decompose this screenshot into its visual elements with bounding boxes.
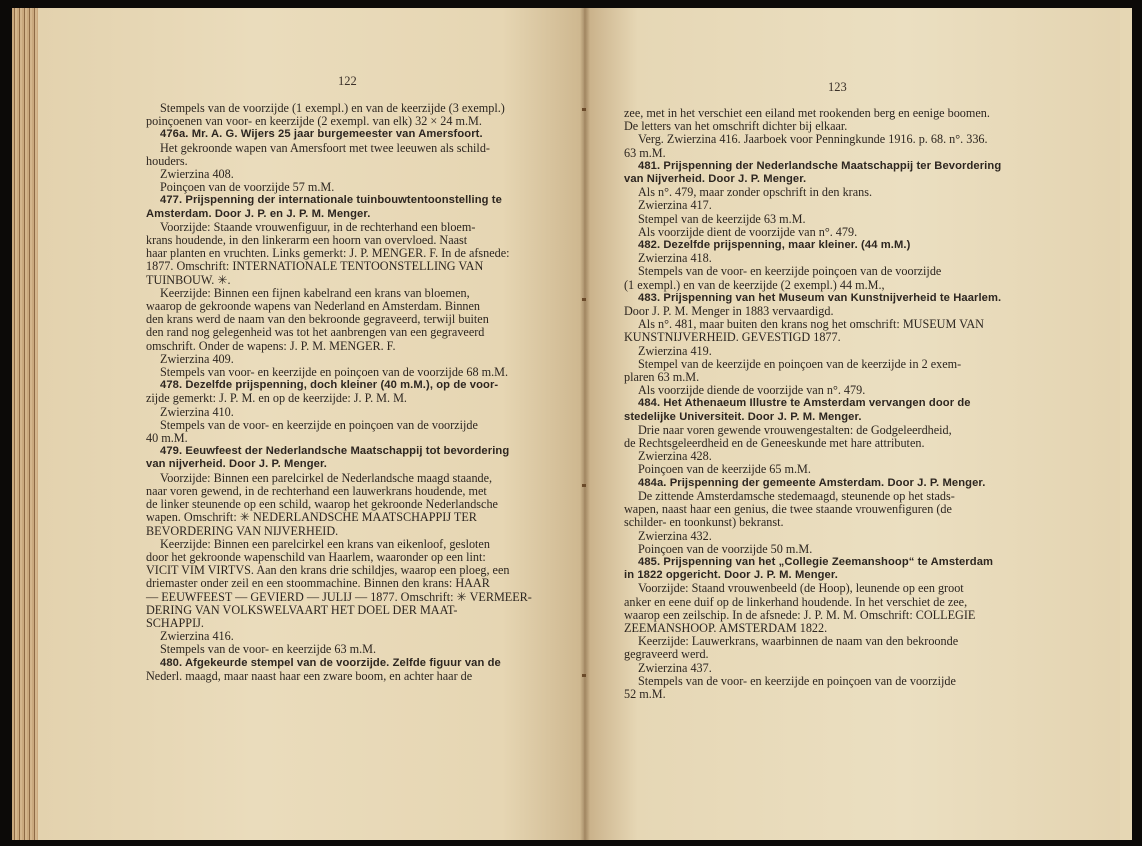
text-line: de Rechtsgeleerdheid en de Geneeskunde met hare attributen.	[624, 436, 925, 451]
text-line: VICIT VIM VIRTVS. Aan den krans drie schildjes, waarop een ploeg, een	[146, 563, 510, 578]
text-line: 40 m.M.	[146, 431, 188, 446]
text-line: Zwierzina 410.	[160, 404, 234, 419]
entry-heading: 480. Afgekeurde stempel van de voorzijde. Zelfde figuur van de	[160, 656, 501, 669]
text-line: Stempel van de keerzijde en poinçoen van de keerzijde in 2 exem-	[638, 356, 962, 371]
text-line: 52 m.M.	[624, 686, 666, 701]
text-line: door het gekroonde wapenschild van Haarlem, waaronder op een lint:	[146, 549, 486, 564]
entry-heading: van nijverheid. Door J. P. Menger.	[146, 458, 328, 471]
text-line: Zwierzina 409.	[160, 351, 234, 366]
text-line: schilder- en toonkunst) bekranst.	[624, 515, 784, 530]
binding-stitch	[582, 674, 586, 677]
left-page-text	[146, 102, 546, 683]
entry-heading: 485. Prijspenning van het „Collegie Zeemanshoop“ te Amsterdam	[638, 555, 994, 568]
text-line: Als n°. 481, maar buiten den krans nog het omschrift: MUSEUM VAN	[638, 317, 984, 332]
text-line: zee, met in het verschiet een eiland met rookenden berg en eenige boomen.	[624, 106, 990, 120]
text-line: Voorzijde: Staande vrouwenfiguur, in de rechterhand een bloem-	[160, 219, 476, 234]
text-line: BEVORDERING VAN NIJVERHEID.	[146, 523, 339, 538]
binding-stitch	[582, 298, 586, 301]
text-line: Zwierzina 408.	[160, 167, 234, 182]
text-line: driemaster onder zeil en een stoommachine. Binnen den krans: HAAR	[146, 576, 490, 591]
text-line: plaren 63 m.M.	[624, 370, 700, 385]
page-number: 123	[828, 80, 847, 94]
text-line: Stempels van de voor- en keerzijde 63 m.M.	[160, 642, 377, 657]
text-line: Zwierzina 419.	[638, 343, 712, 358]
text-line: De letters van het omschrift dichter bij elkaar.	[624, 119, 848, 134]
entry-heading: 482. Dezelfde prijspenning, maar kleiner. (44 m.M.)	[638, 239, 911, 252]
left-page	[38, 8, 584, 840]
text-line: Zwierzina 437.	[638, 660, 712, 675]
text-line: — EEUWFEEST — GEVIERD — JULIJ — 1877. Omschrift: ✳ VERMEER-	[146, 589, 532, 604]
text-line: (1 exempl.) en van de keerzijde (2 exempl.) 44 m.M.,	[624, 277, 885, 292]
text-line: Stempels van de voor- en keerzijde en poinçoen van de voorzijde	[160, 417, 478, 432]
binding-stitch	[582, 484, 586, 487]
text-line: Stempels van de voor- en keerzijde en poinçoen van de voorzijde	[638, 673, 956, 688]
text-line: Zwierzina 416.	[160, 629, 234, 644]
text-line: Verg. Zwierzina 416. Jaarboek voor Penningkunde 1916. p. 68. n°. 336.	[638, 132, 988, 147]
entry-heading: 484a. Prijspenning der gemeente Amsterdam. Door J. P. Menger.	[638, 476, 986, 489]
text-line: Keerzijde: Lauwerkrans, waarbinnen de naam van den bekroonde	[638, 634, 959, 649]
right-page-text	[624, 107, 1018, 701]
text-line: TUINBOUW. ✳.	[146, 272, 231, 287]
text-line: Stempels van de voor- en keerzijde poinçoen van de voorzijde	[638, 264, 942, 279]
text-line: Zwierzina 432.	[638, 528, 712, 543]
text-line: Keerzijde: Binnen een parelcirkel een krans van eikenloof, gesloten	[160, 536, 490, 551]
entry-heading: 479. Eeuwfeest der Nederlandsche Maatschappij tot bevordering	[160, 445, 510, 458]
text-line: naar voren gewend, in de rechterhand een lauwerkrans houdende, met	[146, 483, 487, 498]
entry-heading: 481. Prijspenning der Nederlandsche Maatschappij ter Bevordering	[638, 159, 1002, 172]
text-line: Door J. P. M. Menger in 1883 vervaardigd.	[624, 304, 834, 319]
entry-heading: van Nijverheid. Door J. P. Menger.	[624, 173, 807, 186]
text-line: Drie naar voren gewende vrouwengestalten: de Godgeleerdheid,	[638, 422, 952, 437]
text-line: Als voorzijde diende de voorzijde van n°. 479.	[638, 383, 866, 398]
entry-heading: stedelijke Universiteit. Door J. P. M. Menger.	[624, 410, 862, 423]
text-line: 63 m.M.	[624, 145, 666, 160]
text-line: krans houdende, in den linkerarm een hoorn van overvloed. Naast	[146, 233, 468, 248]
text-line: ZEEMANSHOOP. AMSTERDAM 1822.	[624, 620, 828, 635]
text-line: Zwierzina 418.	[638, 251, 712, 266]
text-line: den krans werd de naam van den bekroonde gegraveerd, terwijl buiten	[146, 312, 489, 327]
text-line: SCHAPPIJ.	[146, 615, 204, 630]
text-line: Stempel van de keerzijde 63 m.M.	[638, 211, 806, 226]
text-line: waarop de gekroonde wapens van Nederland en Amsterdam. Binnen	[146, 299, 481, 314]
text-line: Poinçoen van de voorzijde 50 m.M.	[638, 541, 813, 556]
text-line: Zwierzina 417.	[638, 198, 712, 213]
text-line: zijde gemerkt: J. P. M. en op de keerzijde: J. P. M. M.	[146, 391, 407, 406]
text-line: de linker steunende op een schild, waarop het gekroonde Nederlandsche	[146, 497, 498, 512]
text-line: haar planten en vruchten. Links gemerkt: J. P. MENGER. F. In de afsnede:	[146, 246, 510, 261]
text-line: waarop een zeilschip. In de afsnede: J. P. M. M. Omschrift: COLLEGIE	[624, 607, 976, 622]
page-edges	[12, 8, 38, 840]
text-line: Voorzijde: Binnen een parelcirkel de Nederlandsche maagd staande,	[160, 470, 493, 485]
text-line: den rand nog gelegenheid was tot het aanbrengen van een gegraveerd	[146, 325, 485, 340]
entry-heading: Amsterdam. Door J. P. en J. P. M. Menger.	[146, 207, 371, 220]
text-line: Poinçoen van de voorzijde 57 m.M.	[160, 180, 335, 195]
text-line: 1877. Omschrift: INTERNATIONALE TENTOONSTELLING VAN	[146, 259, 484, 274]
text-line: Nederl. maagd, maar naast haar een zware boom, en achter haar de	[146, 668, 473, 683]
text-line: De zittende Amsterdamsche stedemaagd, steunende op het stads-	[638, 488, 955, 503]
book-gutter	[580, 8, 590, 840]
text-line: houders.	[146, 153, 188, 168]
text-line: anker en eene duif op de linkerhand houdende. In het verschiet de zee,	[624, 594, 968, 609]
text-line: DERING VAN VOLKSWELVAART HET DOEL DER MAAT-	[146, 602, 458, 617]
entry-heading: in 1822 opgericht. Door J. P. M. Menger.	[624, 569, 838, 582]
binding-stitch	[582, 108, 586, 111]
text-line: Keerzijde: Binnen een fijnen kabelrand een krans van bloemen,	[160, 285, 470, 300]
entry-heading: 476a. Mr. A. G. Wijers 25 jaar burgemeester van Amersfoort.	[160, 128, 483, 141]
text-line: wapen, naast haar een genius, die twee staande vrouwenfiguren (de	[624, 502, 952, 517]
text-line: wapen. Omschrift: ✳ NEDERLANDSCHE MAATSCHAPPIJ TER	[146, 510, 477, 525]
text-line: poinçoenen van voor- en keerzijde (2 exempl. van elk) 32 × 24 m.M.	[146, 114, 482, 129]
page-number: 122	[338, 74, 357, 88]
entry-heading: 484. Het Athenaeum Illustre te Amsterdam vervangen door de	[638, 397, 971, 410]
text-line: KUNSTNIJVERHEID. GEVESTIGD 1877.	[624, 330, 841, 345]
text-line: Zwierzina 428.	[638, 449, 712, 464]
entry-heading: 477. Prijspenning der internationale tuinbouwtentoonstelling te	[160, 194, 502, 207]
text-line: Voorzijde: Staand vrouwenbeeld (de Hoop), leunende op een groot	[638, 581, 964, 596]
text-line: Het gekroonde wapen van Amersfoort met twee leeuwen als schild-	[160, 140, 490, 155]
text-line: gegraveerd werd.	[624, 647, 709, 662]
entry-heading: 483. Prijspenning van het Museum van Kunstnijverheid te Haarlem.	[638, 291, 1002, 304]
text-line: Poinçoen van de keerzijde 65 m.M.	[638, 462, 811, 477]
entry-heading: 478. Dezelfde prijspenning, doch kleiner (40 m.M.), op de voor-	[160, 379, 499, 392]
text-line: Als voorzijde dient de voorzijde van n°. 479.	[638, 224, 858, 239]
text-line: Stempels van voor- en keerzijde en poinçoen van de voorzijde 68 m.M.	[160, 365, 509, 380]
right-page	[584, 8, 1120, 840]
text-line: Als n°. 479, maar zonder opschrift in den krans.	[638, 185, 873, 200]
text-line: Stempels van de voorzijde (1 exempl.) en van de keerzijde (3 exempl.)	[160, 101, 505, 115]
text-line: omschrift. Onder de wapens: J. P. M. MENGER. F.	[146, 338, 396, 353]
